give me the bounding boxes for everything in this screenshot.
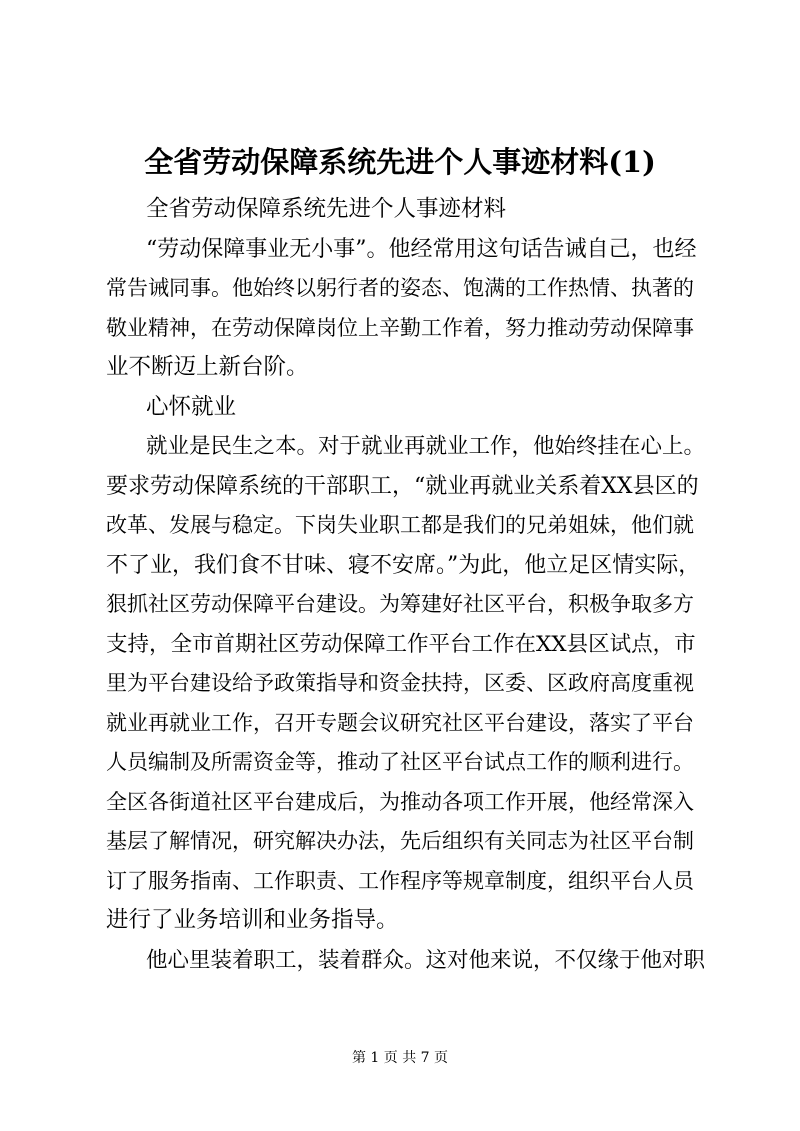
body-line: 要求劳动保障系统的干部职工，“就业再就业关系着XX县区的 xyxy=(106,473,699,499)
body-line: 改革、发展与稳定。下岗失业职工都是我们的兄弟姐妹，他们就 xyxy=(106,513,694,537)
body-line: 就业是民生之本。对于就业再就业工作，他始终挂在心上。 xyxy=(146,434,706,459)
body-line: 他心里装着职工，装着群众。这对他来说，不仅缘于他对职 xyxy=(146,947,706,973)
body-line: 支持，全市首期社区劳动保障工作平台工作在XX县区试点，市 xyxy=(106,631,696,657)
body-line: 狠抓社区劳动保障平台建设。为筹建好社区平台，积极争取多方 xyxy=(106,592,694,616)
section-heading: 心怀就业 xyxy=(146,393,237,420)
body-line: 里为平台建设给予政策指导和资金扶持，区委、区政府高度重视 xyxy=(106,671,694,695)
body-line: 基层了解情况，研究解决办法，先后组织有关同志为社区平台制 xyxy=(106,829,694,853)
body-line: 全区各街道社区平台建成后，为推动各项工作开展，他经常深入 xyxy=(106,789,694,814)
document-title: 全省劳动保障系统先进个人事迹材料(1) xyxy=(144,145,656,179)
body-line: 不了业，我们食不甘味、寝不安席。”为此，他立足区情实际， xyxy=(106,552,701,578)
body-line: 业不断迈上新台阶。 xyxy=(106,354,309,380)
page-footer: 第 1 页 共 7 页 xyxy=(351,1050,449,1066)
body-line: 全省劳动保障系统先进个人事迹材料 xyxy=(146,196,507,222)
body-line: 进行了业务培训和业务指导。 xyxy=(106,907,399,933)
body-line: 就业再就业工作，召开专题会议研究社区平台建设，落实了平台 xyxy=(106,710,694,735)
body-line: 订了服务指南、工作职责、工作程序等规章制度，组织平台人员 xyxy=(106,868,694,893)
body-line: 敬业精神，在劳动保障岗位上辛勤工作着，努力推动劳动保障事 xyxy=(106,315,694,340)
document-body xyxy=(106,190,706,980)
body-line: 人员编制及所需资金等，推动了社区平台试点工作的顺利进行。 xyxy=(106,750,694,774)
body-line: 常告诫同事。他始终以躬行者的姿态、饱满的工作热情、执著的 xyxy=(106,276,694,300)
body-line: “劳动保障事业无小事”。他经常用这句话告诫自己，也经 xyxy=(146,236,697,262)
